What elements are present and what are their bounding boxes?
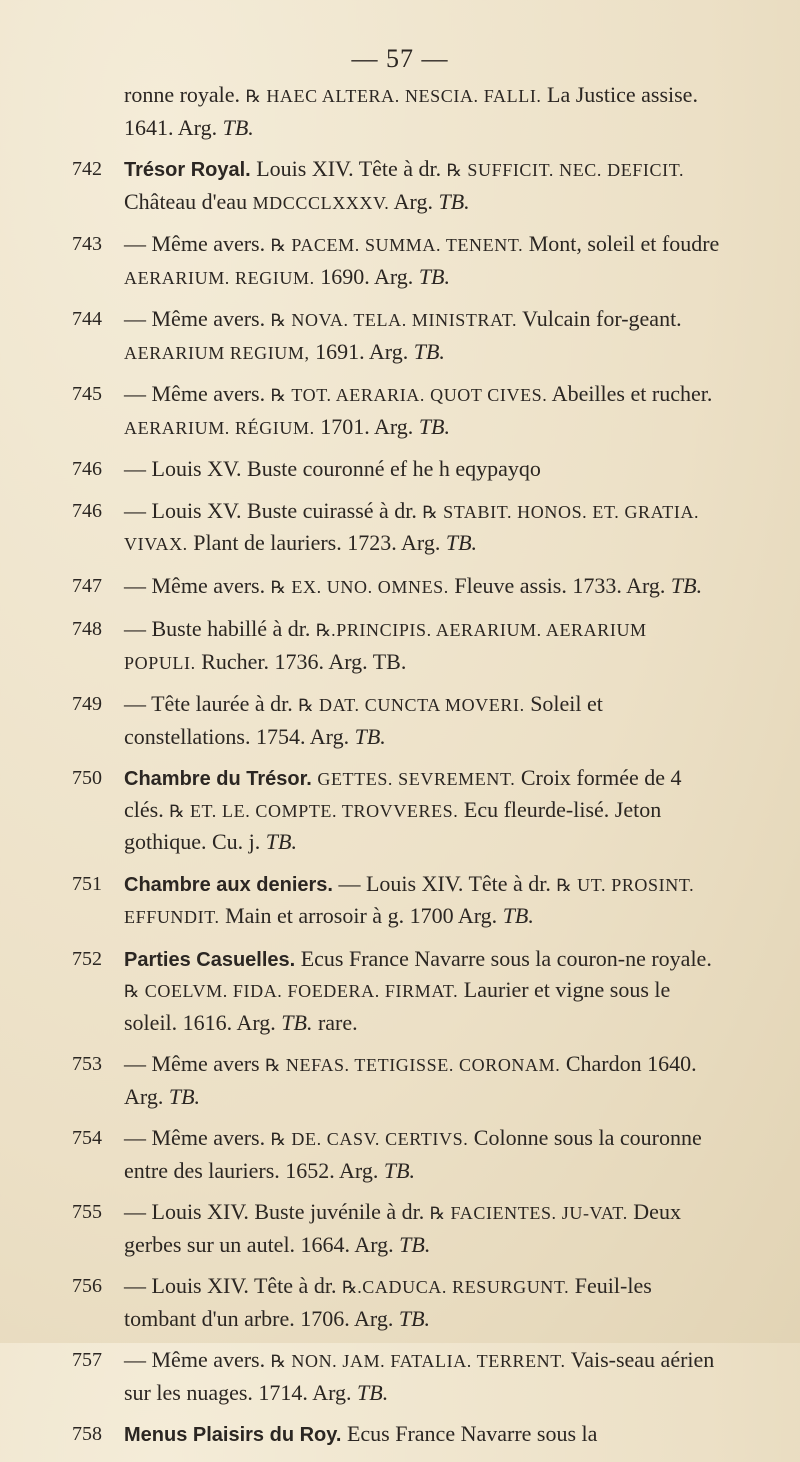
catalog-entry [72, 80, 722, 143]
entry-text: Ecus France Navarre sous la couron-ne royale. [295, 945, 712, 971]
entry-number: 751 [72, 872, 102, 895]
entry-text: Ecu fleurde-lisé. Jeton gothique. Cu. j. [124, 796, 662, 854]
entry-text: Louis XIV. Tête à dr. [250, 156, 447, 181]
entry-heading: Chambre du Trésor. [124, 768, 312, 790]
legend-text: STABIT. HONOS. ET. GRATIA. VIVAX. [124, 501, 700, 554]
catalog-entry [72, 1419, 722, 1451]
entry-lead-text: ronne royale. [124, 82, 246, 107]
catalog-entry [72, 1123, 722, 1186]
legend-text: DAT. CUNCTA MOVERI. [319, 695, 525, 715]
catalog-entry [72, 154, 722, 218]
entry-text: Chardon 1640. Arg. [124, 1051, 697, 1109]
entry-text: TB. [418, 263, 450, 289]
catalog-entry [72, 1197, 722, 1260]
entry-number: 757 [72, 1349, 102, 1371]
reverse-symbol: ℞ [298, 696, 314, 715]
catalog-entry [72, 304, 722, 368]
entry-text: La Justice assise. 1641. Arg. [124, 82, 698, 140]
legend-text: NEFAS. TETIGISSE. CORONAM. [285, 1055, 561, 1075]
catalog-entry [72, 614, 722, 678]
entry-heading: Trésor Royal. [124, 159, 251, 181]
reverse-symbol: ℞ [446, 161, 462, 180]
entry-number: 746 [72, 499, 102, 522]
entry-text: — Même avers. [124, 572, 271, 598]
reverse-symbol: ℞ [270, 386, 286, 405]
entry-text: Soleil et constellations. 1754. Arg. [124, 691, 603, 749]
entry-text: Deux gerbes sur un autel. 1664. Arg. [124, 1199, 681, 1257]
entry-text: — Louis XIV. Tête à dr. [124, 1273, 342, 1298]
entry-text: TB. [502, 903, 534, 928]
entry-text: TB. [383, 1157, 416, 1183]
legend-text: .CADUCA. RESURGUNT. [357, 1277, 570, 1297]
entry-number: 753 [72, 1053, 102, 1075]
entry-text: — Tête laurée à dr. [124, 691, 299, 716]
legend-text: GETTES. SEVREMENT. [317, 769, 516, 789]
entry-number: 742 [72, 158, 102, 180]
legend-text: HAEC ALTERA. NESCIA. FALLI. [266, 86, 542, 106]
legend-text: .PRINCIPIS. AERARIUM. AERARIUM POPULI. [124, 620, 647, 673]
entry-text: — Louis XIV. Buste juvénile à dr. [124, 1199, 430, 1224]
entry-text: — Même avers. [124, 381, 271, 406]
catalog-entry [72, 869, 722, 933]
legend-text: FACIENTES. JU-VAT. [450, 1203, 628, 1223]
entry-text: Ecus France Navarre sous la [341, 1421, 598, 1446]
reverse-symbol: ℞ [265, 1056, 281, 1075]
reverse-symbol: ℞ [422, 502, 438, 522]
entry-heading: Parties Casuelles. [124, 948, 296, 971]
entry-number: 754 [72, 1127, 102, 1149]
reverse-symbol: ℞ [270, 311, 286, 330]
entry-text: TB. [265, 829, 297, 854]
legend-text: AERARIUM. RÉGIUM. [124, 417, 315, 438]
entry-number: 755 [72, 1201, 102, 1223]
legend-text: AERARIUM. REGIUM. [124, 267, 315, 288]
entry-text: Château d'eau [124, 188, 253, 214]
reverse-symbol: ℞ [341, 1278, 358, 1297]
entry-text: TB. [398, 1305, 431, 1331]
entry-number: 746 [72, 458, 102, 480]
reverse-symbol: ℞ [270, 236, 286, 255]
entry-number: 756 [72, 1275, 102, 1297]
entry-text: 1701. Arg. [314, 413, 419, 439]
legend-text: NOVA. TELA. MINISTRAT. [291, 310, 518, 330]
entry-text: — Même avers. [124, 306, 271, 331]
catalog-entry [72, 763, 722, 858]
entry-text: Abeilles et rucher. [547, 381, 713, 406]
catalog-entry [72, 1049, 722, 1112]
catalog-entry [72, 454, 722, 485]
entry-text: Laurier et vigne sous le soleil. 1616. Arg. [124, 977, 671, 1035]
entry-number: 747 [72, 574, 102, 597]
reverse-symbol: ℞ [124, 982, 140, 1001]
entry-text: rare. [312, 1009, 358, 1035]
entry-number: 752 [72, 947, 102, 970]
entry-text: TB. [418, 413, 450, 439]
entry-number: 748 [72, 618, 102, 640]
entry-text: — Même avers. [124, 1347, 271, 1372]
entry-text: TB. [399, 1231, 431, 1257]
entry-text: — Même avers [124, 1051, 266, 1076]
catalog-entry [72, 944, 722, 1039]
legend-text: MDCCCLXXXV. [252, 192, 390, 213]
entry-text: — Louis XV. Buste couronné ef he h eqypayqo [124, 456, 541, 481]
reverse-symbol: ℞ [270, 577, 286, 597]
entry-text: Main et arrosoir à g. 1700 Arg. [219, 903, 503, 928]
legend-text: PACEM. SUMMA. TENENT. [291, 235, 524, 255]
reverse-symbol: ℞ [169, 801, 185, 821]
entry-text: TB. [445, 530, 478, 555]
entry-text: Fleuve assis. 1733. Arg. [448, 572, 671, 598]
catalog-entry [72, 379, 722, 443]
legend-text: SUFFICIT. NEC. DEFICIT. [467, 160, 685, 180]
entry-text: TB. [357, 1379, 389, 1405]
entry-text: — Même avers. [124, 231, 271, 256]
legend-text: EX. UNO. OMNES. [291, 576, 449, 597]
entry-number: 758 [72, 1423, 102, 1445]
catalog-entry [72, 496, 722, 560]
entry-heading: Chambre aux deniers. [124, 873, 333, 896]
reverse-symbol: ℞ [556, 875, 572, 895]
entry-heading: Menus Plaisirs du Roy. [124, 1424, 342, 1446]
entry-text: 1690. Arg. [314, 263, 419, 289]
entry-text: Mont, soleil et foudre [523, 231, 720, 256]
entry-text: Rucher. 1736. Arg. TB. [195, 648, 407, 674]
entry-text: — Buste habillé à dr. [124, 616, 316, 641]
entry-number: 750 [72, 767, 102, 789]
legend-text: UT. PROSINT. EFFUNDIT. [124, 874, 695, 927]
entry-text: TB. [354, 723, 386, 749]
entry-text: — Même avers. [124, 1125, 271, 1150]
entry-text: TB. [168, 1083, 201, 1109]
reverse-symbol: ℞ [270, 1352, 286, 1371]
catalog-entries [72, 80, 722, 1462]
entry-text: Vais-seau aérien sur les nuages. 1714. Arg. [124, 1347, 715, 1405]
legend-text: COELVM. FIDA. FOEDERA. FIRMAT. [144, 981, 459, 1001]
entry-text: 1691. Arg. [309, 338, 414, 364]
legend-text: NON. JAM. FATALIA. TERRENT. [291, 1351, 566, 1371]
legend-text: TOT. AERARIA. QUOT CIVES. [291, 385, 548, 405]
entry-number: 749 [72, 693, 102, 715]
entry-text: Feuil-les tombant d'un arbre. 1706. Arg. [124, 1273, 652, 1331]
catalog-entry [72, 1345, 722, 1408]
entry-text: — Louis XV. Buste cuirassé à dr. [124, 497, 423, 523]
entry-text: TB. [281, 1009, 313, 1035]
entry-number: 745 [72, 383, 102, 405]
reverse-symbol: ℞ [245, 87, 261, 106]
entry-text: Colonne sous la couronne entre des lauriers. 1652. Arg. [124, 1125, 702, 1183]
entry-text: TB. [222, 114, 254, 140]
entry-text: Plant de lauriers. 1723. Arg. [187, 530, 446, 555]
entry-text: Croix formée de 4 clés. [124, 765, 682, 822]
reverse-symbol: ℞ [429, 1204, 445, 1223]
catalog-entry [72, 229, 722, 293]
legend-text: DE. CASV. CERTIVS. [291, 1129, 469, 1149]
legend-text: AERARIUM REGIUM, [124, 342, 310, 363]
entry-text: Arg. [389, 188, 439, 214]
entry-number: 743 [72, 233, 102, 255]
catalog-entry [72, 571, 722, 604]
entry-text: Vulcain for-geant. [517, 306, 682, 331]
page-number: — 57 — [351, 44, 449, 73]
entry-text: TB. [413, 338, 445, 364]
reverse-symbol: ℞ [315, 621, 332, 640]
entry-text: TB. [438, 188, 470, 214]
entry-number: 744 [72, 308, 102, 330]
catalog-entry [72, 1271, 722, 1334]
reverse-symbol: ℞ [270, 1130, 286, 1149]
entry-text: — Louis XIV. Tête à dr. [332, 870, 557, 896]
legend-text: ET. LE. COMPTE. TROVVERES. [189, 800, 459, 821]
entry-text: TB. [670, 572, 703, 598]
catalog-entry [72, 689, 722, 752]
